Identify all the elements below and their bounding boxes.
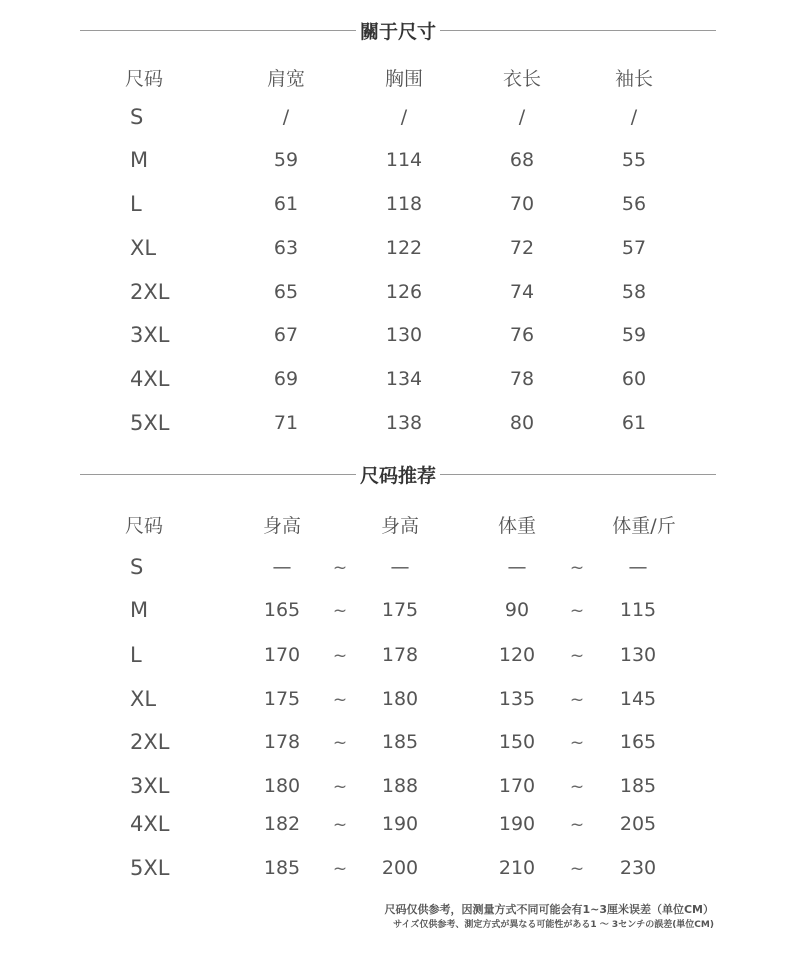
recommend-table-cell-height-min: 178 [263, 731, 301, 753]
range-tilde: ~ [332, 777, 348, 797]
recommend-table-cell-weight-min: 135 [498, 688, 536, 710]
recommend-table-cell-height-max: 180 [381, 688, 419, 710]
range-tilde: ~ [569, 777, 585, 797]
divider-line-left [80, 474, 356, 475]
size-table-cell-sleeve: 56 [621, 193, 647, 215]
recommend-table-cell-height-min: 185 [263, 857, 301, 879]
recommend-table-cell-height-min: 182 [263, 813, 301, 835]
size-label: M [130, 148, 149, 172]
recommend-table-cell-weight-max: — [628, 556, 648, 578]
recommend-table-header: 体重/斤 [612, 515, 676, 537]
divider-line-right [440, 30, 716, 31]
recommend-table-cell-height-max: 185 [381, 731, 419, 753]
size-label: 4XL [130, 367, 170, 391]
size-table-cell-shoulder: 61 [273, 193, 299, 215]
range-tilde: ~ [332, 859, 348, 879]
range-tilde: ~ [569, 558, 585, 578]
size-label: L [130, 643, 142, 667]
size-section-title: 關于尺寸 [360, 20, 437, 43]
recommend-table-cell-height-max: 190 [381, 813, 419, 835]
recommend-table-header: 身高 [380, 515, 420, 537]
size-table-cell-shoulder: 71 [273, 412, 299, 434]
size-table-cell-length: / [518, 106, 526, 128]
recommend-table-cell-weight-min: 190 [498, 813, 536, 835]
recommend-table-header: 体重 [497, 515, 537, 537]
recommend-table-cell-height-max: 175 [381, 599, 419, 621]
size-table-cell-sleeve: / [630, 106, 638, 128]
recommend-table-cell-weight-max: 230 [619, 857, 657, 879]
size-table-header: 袖长 [614, 68, 654, 90]
recommend-table-header: 身高 [262, 515, 302, 537]
size-table-header: 胸围 [384, 68, 424, 90]
size-table-cell-length: 76 [509, 324, 535, 346]
size-table-cell-chest: 126 [385, 281, 423, 303]
recommend-table-cell-height-min: 170 [263, 644, 301, 666]
range-tilde: ~ [332, 601, 348, 621]
recommend-table-cell-height-max: 178 [381, 644, 419, 666]
range-tilde: ~ [569, 601, 585, 621]
size-table-cell-length: 74 [509, 281, 535, 303]
recommend-table-cell-weight-min: 90 [504, 599, 530, 621]
size-table-cell-chest: 118 [385, 193, 423, 215]
size-table-cell-sleeve: 60 [621, 368, 647, 390]
recommend-table-header: 尺码 [124, 515, 164, 537]
size-table-cell-length: 80 [509, 412, 535, 434]
recommend-table-cell-height-min: 175 [263, 688, 301, 710]
size-label: XL [130, 687, 157, 711]
size-table-cell-shoulder: / [282, 106, 290, 128]
size-label: 3XL [130, 774, 170, 798]
recommend-table-cell-weight-min: 120 [498, 644, 536, 666]
size-table-header: 衣长 [502, 68, 542, 90]
recommend-table-cell-weight-max: 145 [619, 688, 657, 710]
size-table-cell-sleeve: 59 [621, 324, 647, 346]
recommend-table-cell-weight-max: 185 [619, 775, 657, 797]
recommend-table-cell-height-min: 165 [263, 599, 301, 621]
size-table-cell-chest: 134 [385, 368, 423, 390]
recommend-table-cell-weight-min: 150 [498, 731, 536, 753]
size-table-cell-chest: 130 [385, 324, 423, 346]
size-table-cell-shoulder: 65 [273, 281, 299, 303]
size-label: L [130, 192, 142, 216]
disclaimer-note-cn: 尺码仅供参考，因测量方式不同可能会有1~3厘米误差（单位CM） [384, 903, 714, 916]
range-tilde: ~ [569, 859, 585, 879]
size-label: M [130, 598, 149, 622]
divider-line-right [440, 474, 716, 475]
size-table-cell-length: 68 [509, 149, 535, 171]
recommend-table-cell-height-min: 180 [263, 775, 301, 797]
recommend-section-title: 尺码推荐 [360, 464, 437, 487]
size-label: 5XL [130, 856, 170, 880]
recommend-table-cell-weight-max: 115 [619, 599, 657, 621]
range-tilde: ~ [332, 733, 348, 753]
size-label: XL [130, 236, 157, 260]
size-table-cell-shoulder: 59 [273, 149, 299, 171]
size-label: 4XL [130, 812, 170, 836]
size-table-cell-length: 72 [509, 237, 535, 259]
range-tilde: ~ [332, 558, 348, 578]
size-table-cell-chest: 114 [385, 149, 423, 171]
recommend-table-cell-weight-min: 170 [498, 775, 536, 797]
size-label: S [130, 105, 144, 129]
size-label: S [130, 555, 144, 579]
size-table-cell-shoulder: 67 [273, 324, 299, 346]
size-section-title-bar [80, 18, 716, 42]
size-table-cell-shoulder: 69 [273, 368, 299, 390]
divider-line-left [80, 30, 356, 31]
size-table-cell-sleeve: 55 [621, 149, 647, 171]
recommend-table-cell-weight-max: 205 [619, 813, 657, 835]
size-table-cell-sleeve: 61 [621, 412, 647, 434]
range-tilde: ~ [332, 646, 348, 666]
recommend-table-cell-weight-max: 130 [619, 644, 657, 666]
recommend-table-cell-weight-max: 165 [619, 731, 657, 753]
size-table-cell-length: 78 [509, 368, 535, 390]
recommend-table-cell-height-max: 188 [381, 775, 419, 797]
size-label: 5XL [130, 411, 170, 435]
size-table-cell-length: 70 [509, 193, 535, 215]
recommend-table-cell-height-max: — [390, 556, 410, 578]
range-tilde: ~ [569, 646, 585, 666]
size-table-header: 肩宽 [266, 68, 306, 90]
recommend-table-cell-weight-min: — [507, 556, 527, 578]
recommend-table-cell-weight-min: 210 [498, 857, 536, 879]
recommend-section-title-bar [80, 462, 716, 486]
range-tilde: ~ [569, 815, 585, 835]
size-table-cell-chest: / [400, 106, 408, 128]
recommend-table-cell-height-max: 200 [381, 857, 419, 879]
range-tilde: ~ [569, 733, 585, 753]
size-table-cell-shoulder: 63 [273, 237, 299, 259]
size-label: 2XL [130, 730, 170, 754]
range-tilde: ~ [332, 690, 348, 710]
size-label: 2XL [130, 280, 170, 304]
recommend-table-cell-height-min: — [272, 556, 292, 578]
size-table-cell-chest: 122 [385, 237, 423, 259]
size-label: 3XL [130, 323, 170, 347]
size-table-header: 尺码 [124, 68, 164, 90]
range-tilde: ~ [332, 815, 348, 835]
size-table-cell-sleeve: 58 [621, 281, 647, 303]
size-table-cell-chest: 138 [385, 412, 423, 434]
disclaimer-note-jp: サイズ仅供参考、測定方式が異なる可能性がある1 ～ 3センチの誤差(単位CM) [393, 920, 714, 930]
range-tilde: ~ [569, 690, 585, 710]
size-table-cell-sleeve: 57 [621, 237, 647, 259]
